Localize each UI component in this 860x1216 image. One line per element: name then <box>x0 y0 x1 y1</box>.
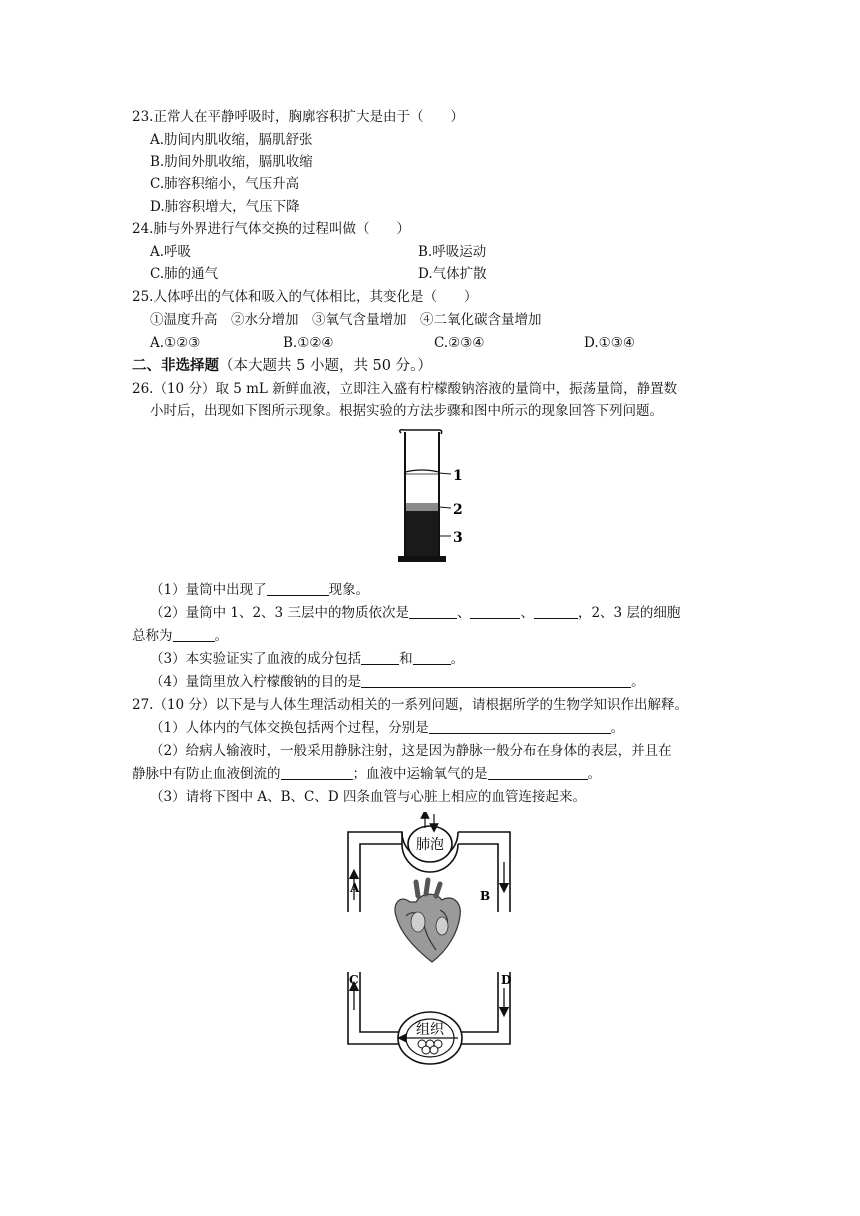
question-27-sub-2-line-2 <box>132 764 601 784</box>
question-24-option-b: B.呼吸运动 <box>418 244 487 260</box>
tissue-label: 组织 <box>416 1022 444 1038</box>
q26-s3-text-c: 。 <box>450 651 465 667</box>
question-24-option-c: C.肺的通气 <box>150 266 219 282</box>
q27-s2-text-b: ；血液中运输氧气的是 <box>352 766 488 782</box>
question-26-sub-1 <box>150 580 369 600</box>
q26-s2-text-c: 总称为 <box>132 628 173 644</box>
q26-s2-blank-1[interactable] <box>409 604 457 619</box>
q26-s2-blank-2[interactable] <box>470 604 520 619</box>
q27-s1-text-a: （1）人体内的气体交换包括两个过程，分别是 <box>150 720 429 736</box>
question-23-stem: 23.正常人在平静呼吸时，胸廓容积扩大是由于（ ） <box>132 109 464 125</box>
question-27-sub-3: （3）请将下图中 A、B、C、D 四条血管与心脏上相应的血管连接起来。 <box>150 789 586 805</box>
q26-s2-text-d: 。 <box>214 628 228 644</box>
q26-s2-text-b: ，2、3 层的细胞 <box>577 605 681 621</box>
q26-s3-text-a: （3）本实验证实了血液的成分包括 <box>150 651 362 667</box>
q27-s2-blank-2[interactable] <box>488 765 588 780</box>
q26-s4-blank[interactable] <box>361 673 631 688</box>
question-27-sub-1 <box>150 718 624 738</box>
question-25-option-a: A.①②③ <box>150 335 201 351</box>
question-25-option-d: D.①③④ <box>584 335 635 351</box>
q26-s2-blank-4[interactable] <box>173 627 215 642</box>
q27-s2-text-a: 静脉中有防止血液倒流的 <box>132 766 281 782</box>
q27-s1-blank[interactable] <box>429 719 611 734</box>
q26-s3-blank-1[interactable] <box>361 650 399 665</box>
vessel-label-c: C <box>349 973 359 987</box>
question-26-sub-3 <box>150 649 464 669</box>
vessel-label-a: A <box>350 881 360 895</box>
question-23-option-d: D.肺容积增大，气压下降 <box>150 199 300 215</box>
question-26-sub-4 <box>150 672 645 692</box>
question-23-option-c: C.肺容积缩小，气压升高 <box>150 176 300 192</box>
q27-s2-text-c: 。 <box>587 766 601 782</box>
question-26-sub-2-cont <box>132 626 228 646</box>
systemic-loop <box>348 972 511 1064</box>
cylinder-label-1: 1 <box>453 468 463 484</box>
q26-s1-text-b: 现象。 <box>328 582 370 598</box>
question-24-option-d: D.气体扩散 <box>418 266 487 282</box>
circulation-figure <box>340 812 530 1072</box>
q27-s2-blank-1[interactable] <box>281 765 353 780</box>
cylinder-label-3: 3 <box>453 530 463 546</box>
question-25-option-c: C.②③④ <box>434 335 485 351</box>
section-2-heading <box>132 356 432 376</box>
question-27-stem: 27.（10 分）以下是与人体生理活动相关的一系列问题，请根据所学的生物学知识作出解释。 <box>132 697 688 713</box>
q26-s4-text-a: （4）量筒里放入柠檬酸钠的目的是 <box>150 674 362 690</box>
alveolus-label: 肺泡 <box>416 837 444 853</box>
question-26-stem-line-1: 26.（10 分）取 5 mL 新鲜血液，立即注入盛有柠檬酸钠溶液的量筒中，振荡量筒，静置数 <box>132 381 678 397</box>
q26-s2-sep-1: 、 <box>456 605 471 621</box>
section-2-title: 二、非选择题 <box>132 358 219 374</box>
question-24-option-a: A.呼吸 <box>150 244 192 260</box>
q26-s2-blank-3[interactable] <box>534 604 578 619</box>
vessel-label-b: B <box>480 889 491 903</box>
q26-s2-sep-2: 、 <box>520 605 534 621</box>
q26-s4-text-b: 。 <box>631 674 645 690</box>
heart-icon <box>395 880 460 962</box>
q26-s2-text-a: （2）量筒中 1、2、3 三层中的物质依次是 <box>150 605 409 621</box>
question-25-stem: 25.人体呼出的气体和吸入的气体相比，其变化是（ ） <box>132 289 478 305</box>
question-27-sub-2-line-1: （2）给病人输液时，一般采用静脉注射，这是因为静脉一般分布在身体的表层，并且在 <box>150 743 672 759</box>
q27-s1-text-b: 。 <box>610 720 625 736</box>
question-26-stem-line-2: 小时后，出现如下图所示现象。根据实验的方法步骤和图中所示的现象回答下列问题。 <box>150 403 663 419</box>
q26-s3-blank-2[interactable] <box>413 650 451 665</box>
section-2-note: （本大题共 5 小题，共 50 分。） <box>219 358 432 374</box>
question-25-items: ①温度升高 ②水分增加 ③氧气含量增加 ④二氧化碳含量增加 <box>150 312 542 328</box>
q26-s1-blank[interactable] <box>267 581 329 596</box>
vessel-label-d: D <box>501 973 512 987</box>
question-25-option-b: B.①②④ <box>283 335 334 351</box>
graduated-cylinder-figure <box>395 428 470 568</box>
cylinder-label-2: 2 <box>453 502 463 518</box>
question-23-option-a: A.肋间内肌收缩，膈肌舒张 <box>150 132 313 148</box>
question-26-sub-2 <box>150 603 680 623</box>
q26-s3-text-b: 和 <box>399 651 413 667</box>
q26-s1-text-a: （1）量筒中出现了 <box>150 582 267 598</box>
question-24-stem: 24.肺与外界进行气体交换的过程叫做（ ） <box>132 221 410 237</box>
question-23-option-b: B.肋间外肌收缩，膈肌收缩 <box>150 154 313 170</box>
